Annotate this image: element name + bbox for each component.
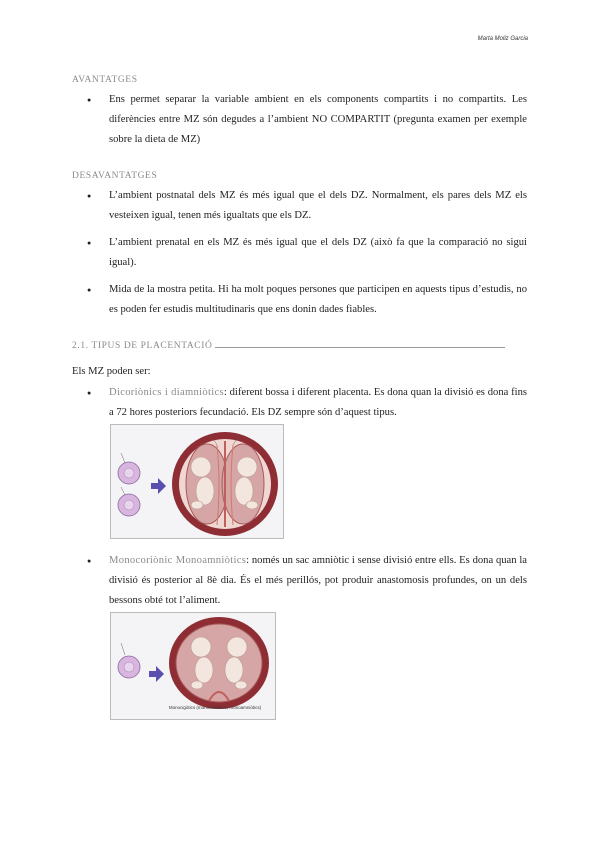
placentacio-item-text: : diferent bossa i diferent placenta. Es dona quan la divisió es dona fins a 72 hores posteriors fecundació. Els DZ sempre són d’aquest tipus.: [109, 387, 527, 418]
desavantatges-heading: DESAVANTATGES: [72, 171, 158, 181]
avantatges-item-text: ● Ens permet separar la variable ambient en els components compartits i no compartits. Les diferències entre MZ són degudes a l’ambient NO COMPARTIT (pregunta examen per exemple sobre la dieta de MZ): [109, 94, 527, 145]
placentacio-item-text: : només un sac amniòtic i sense divisió entre ells. Es dona quan la divisió és posterior al 8è dia. És el més perillós, pot produir anastomosis profundes, on un dels bessons obté tot l’aliment.: [109, 555, 527, 606]
author-name: Marta Moliz Garcia: [477, 36, 528, 42]
figure-caption: Monocigòtics (monocoriònics, monoamniòtics): [168, 705, 262, 710]
desavantatges-item: [92, 280, 527, 320]
desavantatges-item: [92, 233, 527, 273]
figure-dichorionic: [110, 424, 284, 539]
desavantatges-item-text: ● L’ambient prenatal en els MZ és més igual que el dels DZ (això fa que la comparació no sigui igual).: [109, 237, 527, 268]
placentacio-term: Dicoriònics i diamniòtics: [109, 387, 224, 398]
desavantatges-item: [92, 186, 527, 226]
placentacio-item: [92, 551, 527, 611]
placentacio-intro: Els MZ poden ser:: [72, 366, 151, 377]
desavantatges-item-text: ● L’ambient postnatal dels MZ és més igual que el dels DZ. Normalment, els pares dels MZ els vesteixen igual, tenen més igualtats que els DZ.: [109, 190, 527, 221]
avantatges-heading: AVANTATGES: [72, 75, 138, 85]
figure-monochorionic: [110, 612, 276, 720]
avantatges-item: [92, 90, 527, 150]
placentacio-term: Monocoriònic Monoamniòtics: [109, 555, 247, 566]
desavantatges-item-text: ● Mida de la mostra petita. Hi ha molt poques persones que participen en aquests tipus d’estudis, no es poden fer estudis multitudinaris que ens donin dades fiables.: [109, 284, 527, 315]
placentacio-heading: 2.1. TIPUS DE PLACENTACIÓ: [72, 341, 527, 351]
placentacio-item: [92, 383, 527, 423]
